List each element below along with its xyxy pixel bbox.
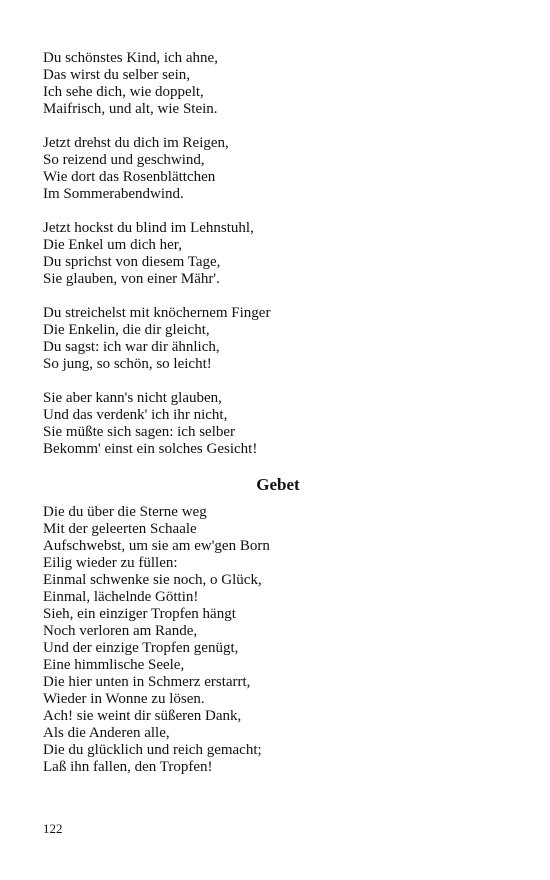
page-body: [43, 50, 513, 793]
verse-line: Die Enkelin, die dir gleicht,: [43, 322, 210, 338]
page-number: 122: [43, 821, 63, 836]
verse-line: Die Enkel um dich her,: [43, 237, 182, 253]
verse-line: Und der einzige Tropfen genügt,: [43, 640, 239, 656]
verse-line: Du sagst: ich war dir ähnlich,: [43, 339, 220, 355]
stanza: [43, 50, 513, 118]
verse-line: Wie dort das Rosenblättchen: [43, 169, 216, 185]
verse-line: Jetzt hockst du blind im Lehnstuhl,: [43, 220, 254, 236]
stanza: [43, 135, 513, 203]
verse-line: Sie aber kann's nicht glauben,: [43, 390, 222, 406]
verse-line: So reizend und geschwind,: [43, 152, 205, 168]
verse-line: Bekomm' einst ein solches Gesicht!: [43, 441, 258, 457]
stanza: [43, 220, 513, 288]
verse-line: Wieder in Wonne zu lösen.: [43, 691, 205, 707]
poem-body: [43, 504, 513, 776]
verse-line: Sieh, ein einziger Tropfen hängt: [43, 606, 236, 622]
verse-line: Du sprichst von diesem Tage,: [43, 254, 221, 270]
verse-line: Noch verloren am Rande,: [43, 623, 198, 639]
verse-line: So jung, so schön, so leicht!: [43, 356, 212, 372]
verse-line: Du streichelst mit knöchernem Finger: [43, 305, 271, 321]
verse-line: Eine himmlische Seele,: [43, 657, 185, 673]
verse-line: Ach! sie weint dir süßeren Dank,: [43, 708, 242, 724]
verse-line: Als die Anderen alle,: [43, 725, 170, 741]
verse-line: Sie glauben, von einer Mähr'.: [43, 271, 220, 287]
verse-line: Mit der geleerten Schaale: [43, 521, 197, 537]
poem-title: Gebet: [256, 475, 300, 494]
verse-line: Und das verdenk' ich ihr nicht,: [43, 407, 228, 423]
stanza: [43, 305, 513, 373]
verse-line: Ich sehe dich, wie doppelt,: [43, 84, 204, 100]
verse-line: Du schönstes Kind, ich ahne,: [43, 50, 218, 66]
verse-line: Das wirst du selber sein,: [43, 67, 191, 83]
stanza: [43, 390, 513, 458]
verse-line: Jetzt drehst du dich im Reigen,: [43, 135, 229, 151]
verse-line: Eilig wieder zu füllen:: [43, 555, 178, 571]
verse-line: Die du glücklich und reich gemacht;: [43, 742, 262, 758]
verse-line: Einmal schwenke sie noch, o Glück,: [43, 572, 262, 588]
verse-line: Sie müßte sich sagen: ich selber: [43, 424, 236, 440]
verse-line: Laß ihn fallen, den Tropfen!: [43, 759, 213, 775]
verse-line: Die hier unten in Schmerz erstarrt,: [43, 674, 251, 690]
verse-line: Aufschwebst, um sie am ew'gen Born: [43, 538, 270, 554]
verse-line: Die du über die Sterne weg: [43, 504, 207, 520]
verse-line: Im Sommerabendwind.: [43, 186, 184, 202]
verse-line: Maifrisch, und alt, wie Stein.: [43, 101, 218, 117]
verse-line: Einmal, lächelnde Göttin!: [43, 589, 199, 605]
